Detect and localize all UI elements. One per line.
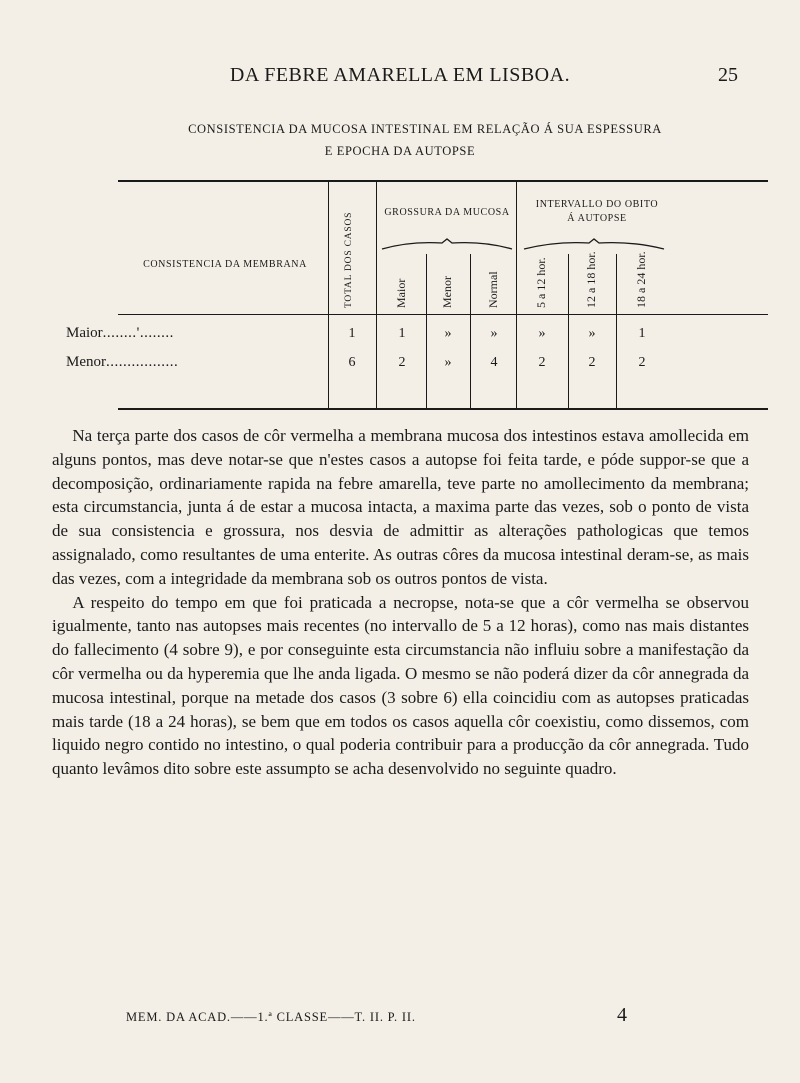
header-total-dos-casos: TOTAL DOS CASOS: [344, 211, 354, 308]
vertical-rule: [328, 180, 329, 410]
table-caption: [0, 118, 800, 162]
vertical-rule: [376, 180, 377, 410]
body-text: [52, 424, 749, 781]
table-cell: 2: [398, 355, 406, 370]
paragraph: Na terça parte dos casos de côr vermelha a membrana mucosa dos intestinos estava amollecida em alguns pontos, mas deve notar-se que n'estes casos a autopse foi feita tarde, e póde suppor-se que a decomposição, ordinariamente rapida na febre amarella, teve parte no amollecimento da membrana; esta circumstancia, junta á de estar a mucosa intacta, a maxima parte das vezes, sob o ponto de vista de sua consistencia e grossura, nos desvia de admittir as alterações pathologicas que temos assignalado, como resultantes de uma enterite. As outras côres da mucosa intestinal deram-se, as mais das vezes, com a integridade da membrana sob os outros pontos de vista.: [52, 426, 749, 588]
col-intervallo-18-24: 18 a 24 hor.: [634, 251, 648, 308]
row-label-menor: [66, 354, 178, 371]
row-label-text: Maior: [66, 325, 103, 341]
data-table: [66, 180, 768, 410]
vertical-rule: [616, 254, 617, 410]
col-grossura-normal: Normal: [486, 271, 500, 308]
footer-signature-line: MEM. DA ACAD.——1.ª CLASSE——T. II. P. II.: [126, 1010, 416, 1024]
header-intervallo-1: INTERVALLO DO OBITO: [535, 199, 659, 210]
vertical-rule: [426, 254, 427, 410]
table-cell: 1: [638, 326, 646, 341]
table-cell: »: [538, 326, 546, 341]
header-consistencia: CONSISTENCIA DA MEMBRANA: [143, 259, 307, 270]
table-cell: »: [588, 326, 596, 341]
table-cell: 2: [588, 355, 596, 370]
col-intervallo-12-18: 12 a 18 hor.: [584, 251, 598, 308]
running-head: [0, 64, 800, 90]
table-top-rule: [118, 180, 768, 182]
table-cell: 4: [490, 355, 498, 370]
table-bottom-rule: [118, 408, 768, 410]
page-number: 25: [718, 64, 738, 86]
col-grossura-maior: Maior: [394, 278, 408, 308]
row-label-text: Menor: [66, 354, 106, 370]
paragraph: A respeito do tempo em que foi praticada a necropse, nota-se que a côr vermelha se observou igualmente, tanto nas autopses mais recentes (no intervallo de 5 a 12 horas), como nas mais distantes do fallecimento (4 sobre 9), e por conseguinte esta circumstancia não influiu sobre a manifestação da côr vermelha ou da hyperemia que lhe anda ligada. O mesmo se não poderá dizer da côr annegrada da mucosa intestinal, porque na metade dos casos (3 sobre 6) ella coincidiu com as autopses praticadas mais tarde (18 a 24 horas), se bem que em todos os casos aquella côr coexistiu, como dissemos, com liquido negro contido no intestino, o qual poderia contribuir para a producção da côr annegrada. Tudo quanto levâmos dito sobre este assumpto se acha desenvolvido no seguinte quadro.: [52, 592, 749, 779]
table-cell: »: [490, 326, 498, 341]
header-grossura: GROSSURA DA MUCOSA: [384, 207, 510, 218]
table-cell: »: [444, 355, 452, 370]
table-header-bottom-rule: [118, 314, 768, 315]
vertical-rule: [516, 180, 517, 410]
table-cell: 2: [538, 355, 546, 370]
col-intervallo-5-12: 5 a 12 hor.: [534, 257, 548, 308]
table-cell: 6: [348, 355, 356, 370]
col-grossura-menor: Menor: [440, 276, 454, 308]
leader-dots: .................: [106, 354, 179, 370]
vertical-rule: [470, 254, 471, 410]
caption-line-1: CONSISTENCIA DA MUCOSA INTESTINAL EM RELAÇÃO Á SUA ESPESSURA: [188, 122, 662, 136]
table-cell: 1: [398, 326, 406, 341]
table-cell: 2: [638, 355, 646, 370]
vertical-rule: [568, 254, 569, 410]
footer-signature-number: 4: [617, 1004, 627, 1026]
row-label-maior: [66, 325, 174, 342]
caption-line-2: E EPOCHA DA AUTOPSE: [324, 144, 476, 158]
header-intervallo-2: Á AUTOPSE: [567, 213, 627, 224]
running-head-title: DA FEBRE AMARELLA EM LISBOA.: [229, 64, 571, 86]
table-cell: 1: [348, 326, 356, 341]
leader-dots: ........'........: [102, 325, 174, 341]
table-cell: »: [444, 326, 452, 341]
brace-grossura: [380, 238, 514, 252]
brace-intervallo: [522, 238, 666, 252]
